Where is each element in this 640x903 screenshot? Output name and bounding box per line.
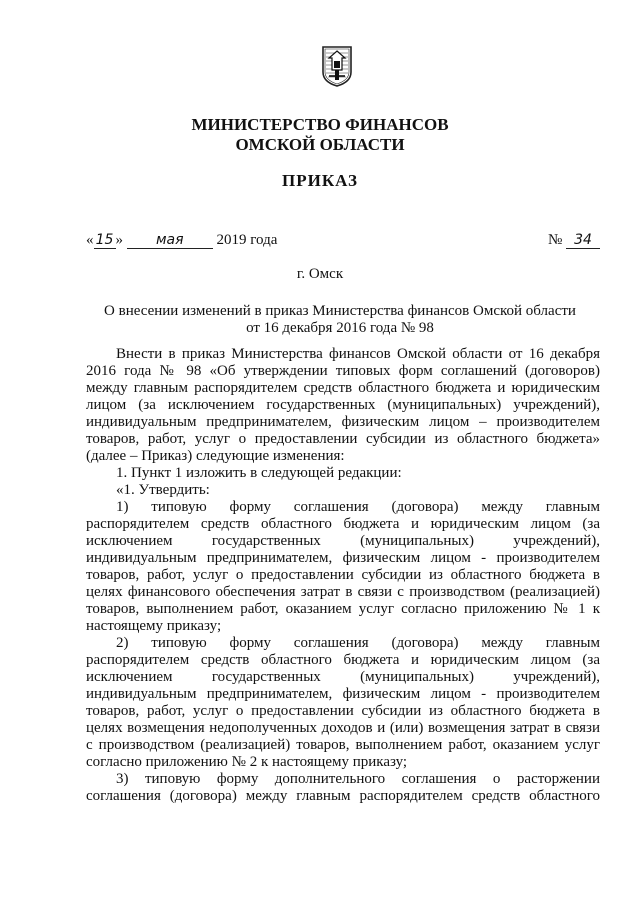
body-line: между главным распорядителем средств областного бюджета и юридическим [86,380,600,396]
date-day-handwritten: 15 [94,233,116,249]
body-line: с производством (реализацией) товаров, выполнением работ, оказанием услуг [86,737,600,753]
document-subject [100,303,580,337]
body-line: 1. Пункт 1 изложить в следующей редакции: [116,465,402,481]
date-open-quote: « [86,232,94,248]
document-body [86,346,600,805]
document-date [86,231,277,249]
body-line: настоящему приказу; [86,618,222,634]
body-line: 1) типовую форму соглашения (договора) между главным [116,499,600,515]
body-line: индивидуальным предпринимателем, физическим лицом – производителем [86,414,600,430]
subject-line: О внесении изменений в приказ Министерства финансов Омской области [104,303,576,319]
date-month-handwritten: мая [127,233,213,249]
body-line: целях финансового обеспечения затрат в связи с производством (реализацией) [86,584,600,600]
body-line: индивидуальным предпринимателем, физическим лицом - производителем [86,686,600,702]
date-year: 2019 года [216,232,278,248]
body-line: товаров, работ, услуг о предоставлении субсидии из областного бюджета» [86,431,600,447]
body-line: товаров, выполнением работ, оказанием услуг согласно приложению № 1 к [86,601,600,617]
body-line: 2016 года № 98 «Об утверждении типовых форм соглашений (договоров) [86,363,600,379]
date-close-quote: » [115,232,123,248]
body-line: распорядителем средств областного бюджета и юридическим лицом (за [86,652,600,668]
body-line: «1. Утвердить: [116,482,210,498]
number-label: № [548,232,563,248]
body-line: товаров, работ, услуг о предоставлении субсидии из областного бюджета в [86,567,600,583]
number-handwritten: 34 [566,233,600,249]
body-line: 3) типовую форму дополнительного соглашения о расторжении [116,771,600,787]
body-line: распорядителем средств областного бюджета и юридическим лицом (за [86,516,600,532]
ministry-name-line2: ОМСКОЙ ОБЛАСТИ [235,135,405,154]
body-line: Внести в приказ Министерства финансов Омской области от 16 декабря [116,346,600,362]
document-number [548,231,600,249]
body-line: лицом (за исключением государственных (муниципальных) учреждений), [86,397,600,413]
omsk-coat-of-arms-icon [320,44,354,88]
document-type-title: ПРИКАЗ [282,171,358,190]
subject-line: от 16 декабря 2016 года № 98 [246,320,434,336]
body-line: исключением государственных (муниципальных) учреждений), [86,669,600,685]
body-line: (далее – Приказ) следующие изменения: [86,448,345,464]
ministry-name-line1: МИНИСТЕРСТВО ФИНАНСОВ [191,115,449,134]
body-line: 2) типовую форму соглашения (договора) между главным [116,635,600,651]
body-line: исключением государственных (муниципальных) учреждений), [86,533,600,549]
body-line: согласно приложению № 2 к настоящему приказу; [86,754,408,770]
body-line: целях возмещения недополученных доходов и (или) возмещения затрат в связи [86,720,600,736]
body-line: индивидуальным предпринимателем, физическим лицом - производителем [86,550,600,566]
body-line: товаров, работ, услуг о предоставлении субсидии из областного бюджета в [86,703,600,719]
body-line: соглашения (договора) между главным распорядителем средств областного [86,788,600,804]
city-name: г. Омск [296,266,344,282]
